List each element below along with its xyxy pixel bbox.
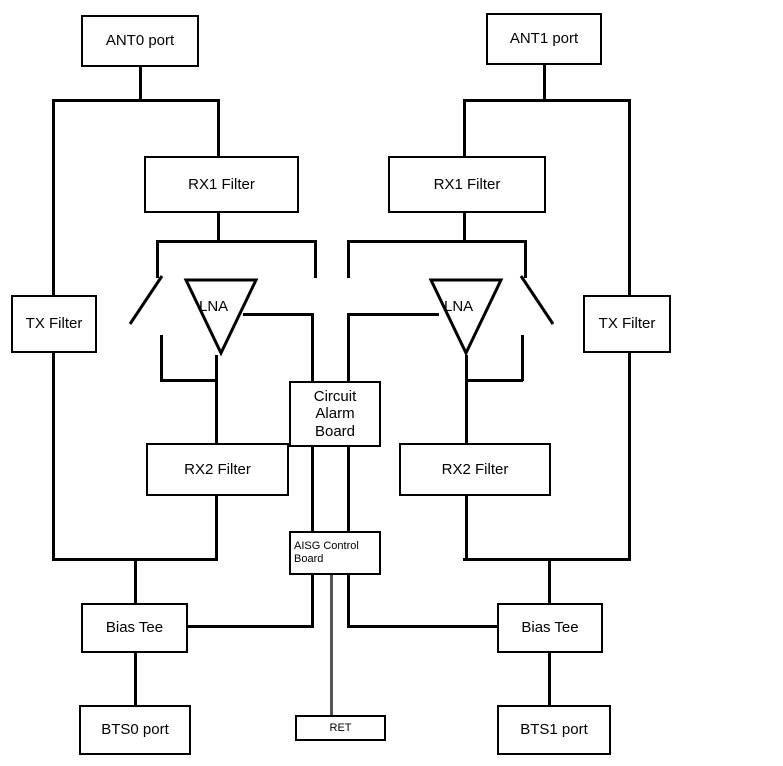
wire-rx2-right-to-bias bbox=[463, 558, 631, 561]
lna-right-label: LNA bbox=[444, 298, 474, 315]
block-tx-filter-right[interactable]: TX Filter bbox=[583, 295, 671, 353]
wire-ant0-to-txfilter-left bbox=[52, 99, 55, 295]
block-rx2-filter-right[interactable]: RX2 Filter bbox=[399, 443, 551, 496]
wire-ant0-bus bbox=[52, 99, 220, 102]
wire-rx2-right-down bbox=[465, 496, 468, 560]
block-ant1-port[interactable]: ANT1 port bbox=[486, 13, 602, 65]
wire-alarm-to-aisg-right bbox=[347, 447, 350, 531]
wire-bias-right-up bbox=[548, 558, 551, 603]
wire-right-switch-bus bbox=[347, 240, 527, 243]
wire-ant1-bus bbox=[463, 99, 631, 102]
wire-ant1-to-rx1-right bbox=[463, 99, 466, 156]
wire-left-switch-bus bbox=[156, 240, 317, 243]
wire-right-switch-bus-left-down bbox=[347, 240, 350, 278]
block-tx-filter-left[interactable]: TX Filter bbox=[11, 295, 97, 353]
wire-txfilter-left-down bbox=[52, 353, 55, 560]
wire-ant0-to-rx1-left bbox=[217, 99, 220, 156]
switch-left-bypass-arm bbox=[126, 272, 166, 332]
block-ret[interactable]: RET bbox=[295, 715, 386, 741]
lna-right-symbol bbox=[428, 277, 504, 357]
wire-aisg-right-down bbox=[347, 575, 350, 627]
wire-lna-right-input bbox=[521, 335, 524, 381]
wire-lna-left-bottom bbox=[160, 379, 218, 382]
block-rx1-filter-left[interactable]: RX1 Filter bbox=[144, 156, 299, 213]
wire-aisg-to-ret bbox=[330, 575, 333, 715]
wire-ant1-to-txfilter-right bbox=[628, 99, 631, 295]
block-bts0-port[interactable]: BTS0 port bbox=[79, 705, 191, 755]
wire-ant1-down bbox=[543, 65, 546, 100]
block-rx1-filter-right[interactable]: RX1 Filter bbox=[388, 156, 546, 213]
wire-aisg-to-bias-left bbox=[170, 625, 314, 628]
wire-ant0-down bbox=[139, 67, 142, 100]
wire-alarm-to-aisg-left bbox=[311, 447, 314, 531]
wire-bias-left-to-bts0 bbox=[134, 653, 137, 705]
block-rx2-filter-left[interactable]: RX2 Filter bbox=[146, 443, 289, 496]
block-bts1-port[interactable]: BTS1 port bbox=[497, 705, 611, 755]
wire-bias-left-up bbox=[134, 558, 137, 603]
wire-lna-right-bottom bbox=[465, 379, 523, 382]
wire-lna-right-to-alarm bbox=[347, 313, 439, 316]
lna-left-label: LNA bbox=[199, 298, 229, 315]
wire-bias-right-to-bts1 bbox=[548, 653, 551, 705]
wire-left-switch-bus-right-down bbox=[314, 240, 317, 278]
block-ant0-port[interactable]: ANT0 port bbox=[81, 15, 199, 67]
wire-rx2-left-down bbox=[215, 496, 218, 560]
wire-txfilter-right-down bbox=[628, 353, 631, 560]
switch-right-bypass-arm bbox=[517, 272, 557, 332]
wire-rx1-left-down bbox=[217, 213, 220, 242]
wire-lna-left-out-down bbox=[215, 355, 218, 445]
wire-rx1-right-down bbox=[463, 213, 466, 242]
block-bias-tee-right[interactable]: Bias Tee bbox=[497, 603, 603, 653]
wire-aisg-left-down bbox=[311, 575, 314, 627]
block-circuit-alarm-board[interactable]: Circuit Alarm Board bbox=[289, 381, 381, 447]
block-aisg-control-board[interactable]: AISG Control Board bbox=[289, 531, 381, 575]
wire-alarm-right-down bbox=[347, 313, 350, 381]
wire-lna-right-out-down bbox=[465, 355, 468, 445]
block-bias-tee-left[interactable]: Bias Tee bbox=[81, 603, 188, 653]
wire-aisg-to-bias-right bbox=[347, 625, 501, 628]
wire-alarm-left-down bbox=[311, 313, 314, 381]
wire-lna-left-input bbox=[160, 335, 163, 381]
lna-left-symbol bbox=[183, 277, 259, 357]
